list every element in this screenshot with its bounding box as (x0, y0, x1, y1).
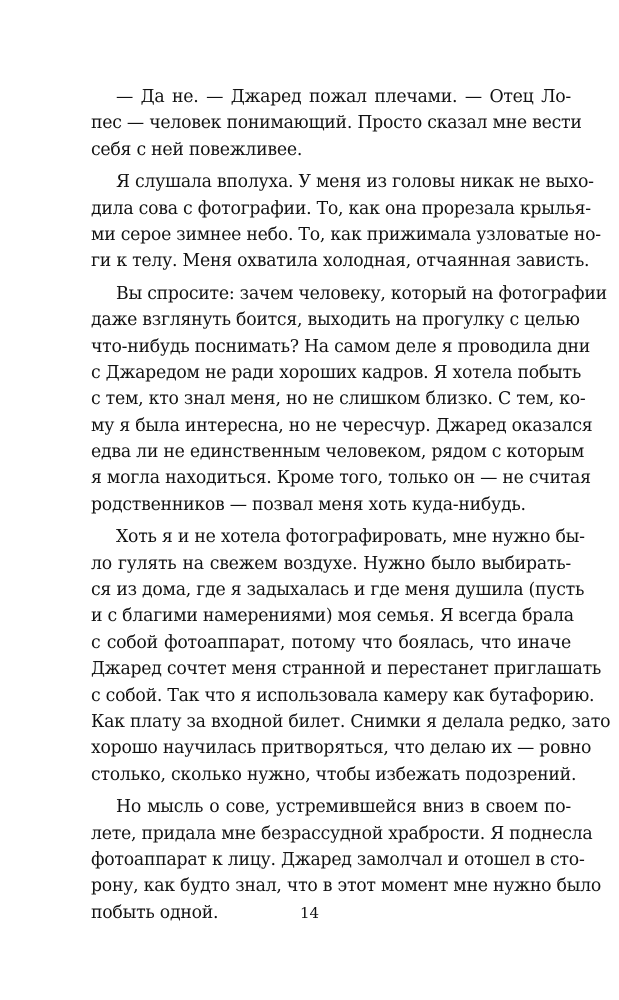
text-line: едва ли не единственным человеком, рядом с которым (91, 442, 585, 463)
text-line: с Джаредом не ради хороших кадров. Я хотела побыть (91, 362, 582, 383)
text-line: я могла находиться. Кроме того, только он — не считая (91, 468, 591, 489)
text-line: Я слушала вполуха. У меня из головы никак не выхо- (116, 172, 594, 193)
paragraph-3 (91, 281, 607, 519)
text-line: Вы спросите: зачем человеку, который на фотографии (116, 283, 607, 304)
text-line: побыть одной. (91, 902, 219, 923)
paragraph-4 (91, 524, 611, 788)
text-line: Как плату за входной билет. Снимки я делала редко, зато (91, 711, 611, 732)
text-line: Но мысль о сове, устремившейся вниз в своем по- (116, 797, 571, 818)
body-text (91, 84, 611, 926)
text-line: столько, сколько нужно, чтобы избежать подозрений. (91, 764, 577, 785)
text-line: даже взглянуть боится, выходить на прогулку с целью (91, 310, 580, 331)
text-line: му я была интересна, но не чересчур. Джаред оказался (91, 415, 593, 436)
text-line: с собой. Так что я использовала камеру как бутафорию. (91, 685, 595, 706)
text-line: и с благими намерениями) моя семья. Я всегда брала (91, 606, 574, 627)
text-line: ло гулять на свежем воздухе. Нужно было выбирать- (91, 553, 571, 574)
text-line: — Да не. — Джаред пожал плечами. — Отец Ло- (116, 87, 571, 107)
text-line: себя с ней повежливее. (91, 139, 303, 160)
paragraph-2 (91, 169, 601, 275)
page-number: 14 (299, 904, 320, 922)
text-line: ги к телу. Меня охватила холодная, отчаянная зависть. (91, 251, 590, 272)
text-line: родственников — позвал меня хоть куда-нибудь. (91, 494, 526, 515)
text-line: Хоть я и не хотела фотографировать, мне нужно бы- (116, 527, 585, 548)
text-line: что-нибудь поснимать? На самом деле я проводила дни (91, 336, 591, 357)
paragraph-1 (91, 84, 582, 163)
text-line: хорошо научилась притворяться, что делаю их — ровно (91, 738, 592, 759)
text-line: рону, как будто знал, что в этот момент мне нужно было (91, 876, 602, 897)
text-line: дила сова с фотографии. То, как она прорезала крылья- (91, 198, 591, 219)
text-line: ся из дома, где я задыхалась и где меня душила (пусть (91, 580, 585, 601)
text-line: с тем, кто знал меня, но не слишком близко. С тем, ко- (91, 389, 586, 410)
text-line: Джаред сочтет меня странной и перестанет приглашать (91, 659, 602, 680)
text-line: лете, придала мне безрассудной храбрости. Я поднесла (91, 823, 593, 844)
text-line: с собой фотоаппарат, потому что боялась, что иначе (91, 632, 571, 653)
text-line: пес — человек понимающий. Просто сказал мне вести (91, 113, 582, 134)
text-line: ми серое зимнее небо. То, как прижимала узловатые но- (91, 224, 601, 245)
text-line: фотоаппарат к лицу. Джаред замолчал и отошел в сто- (91, 849, 585, 870)
